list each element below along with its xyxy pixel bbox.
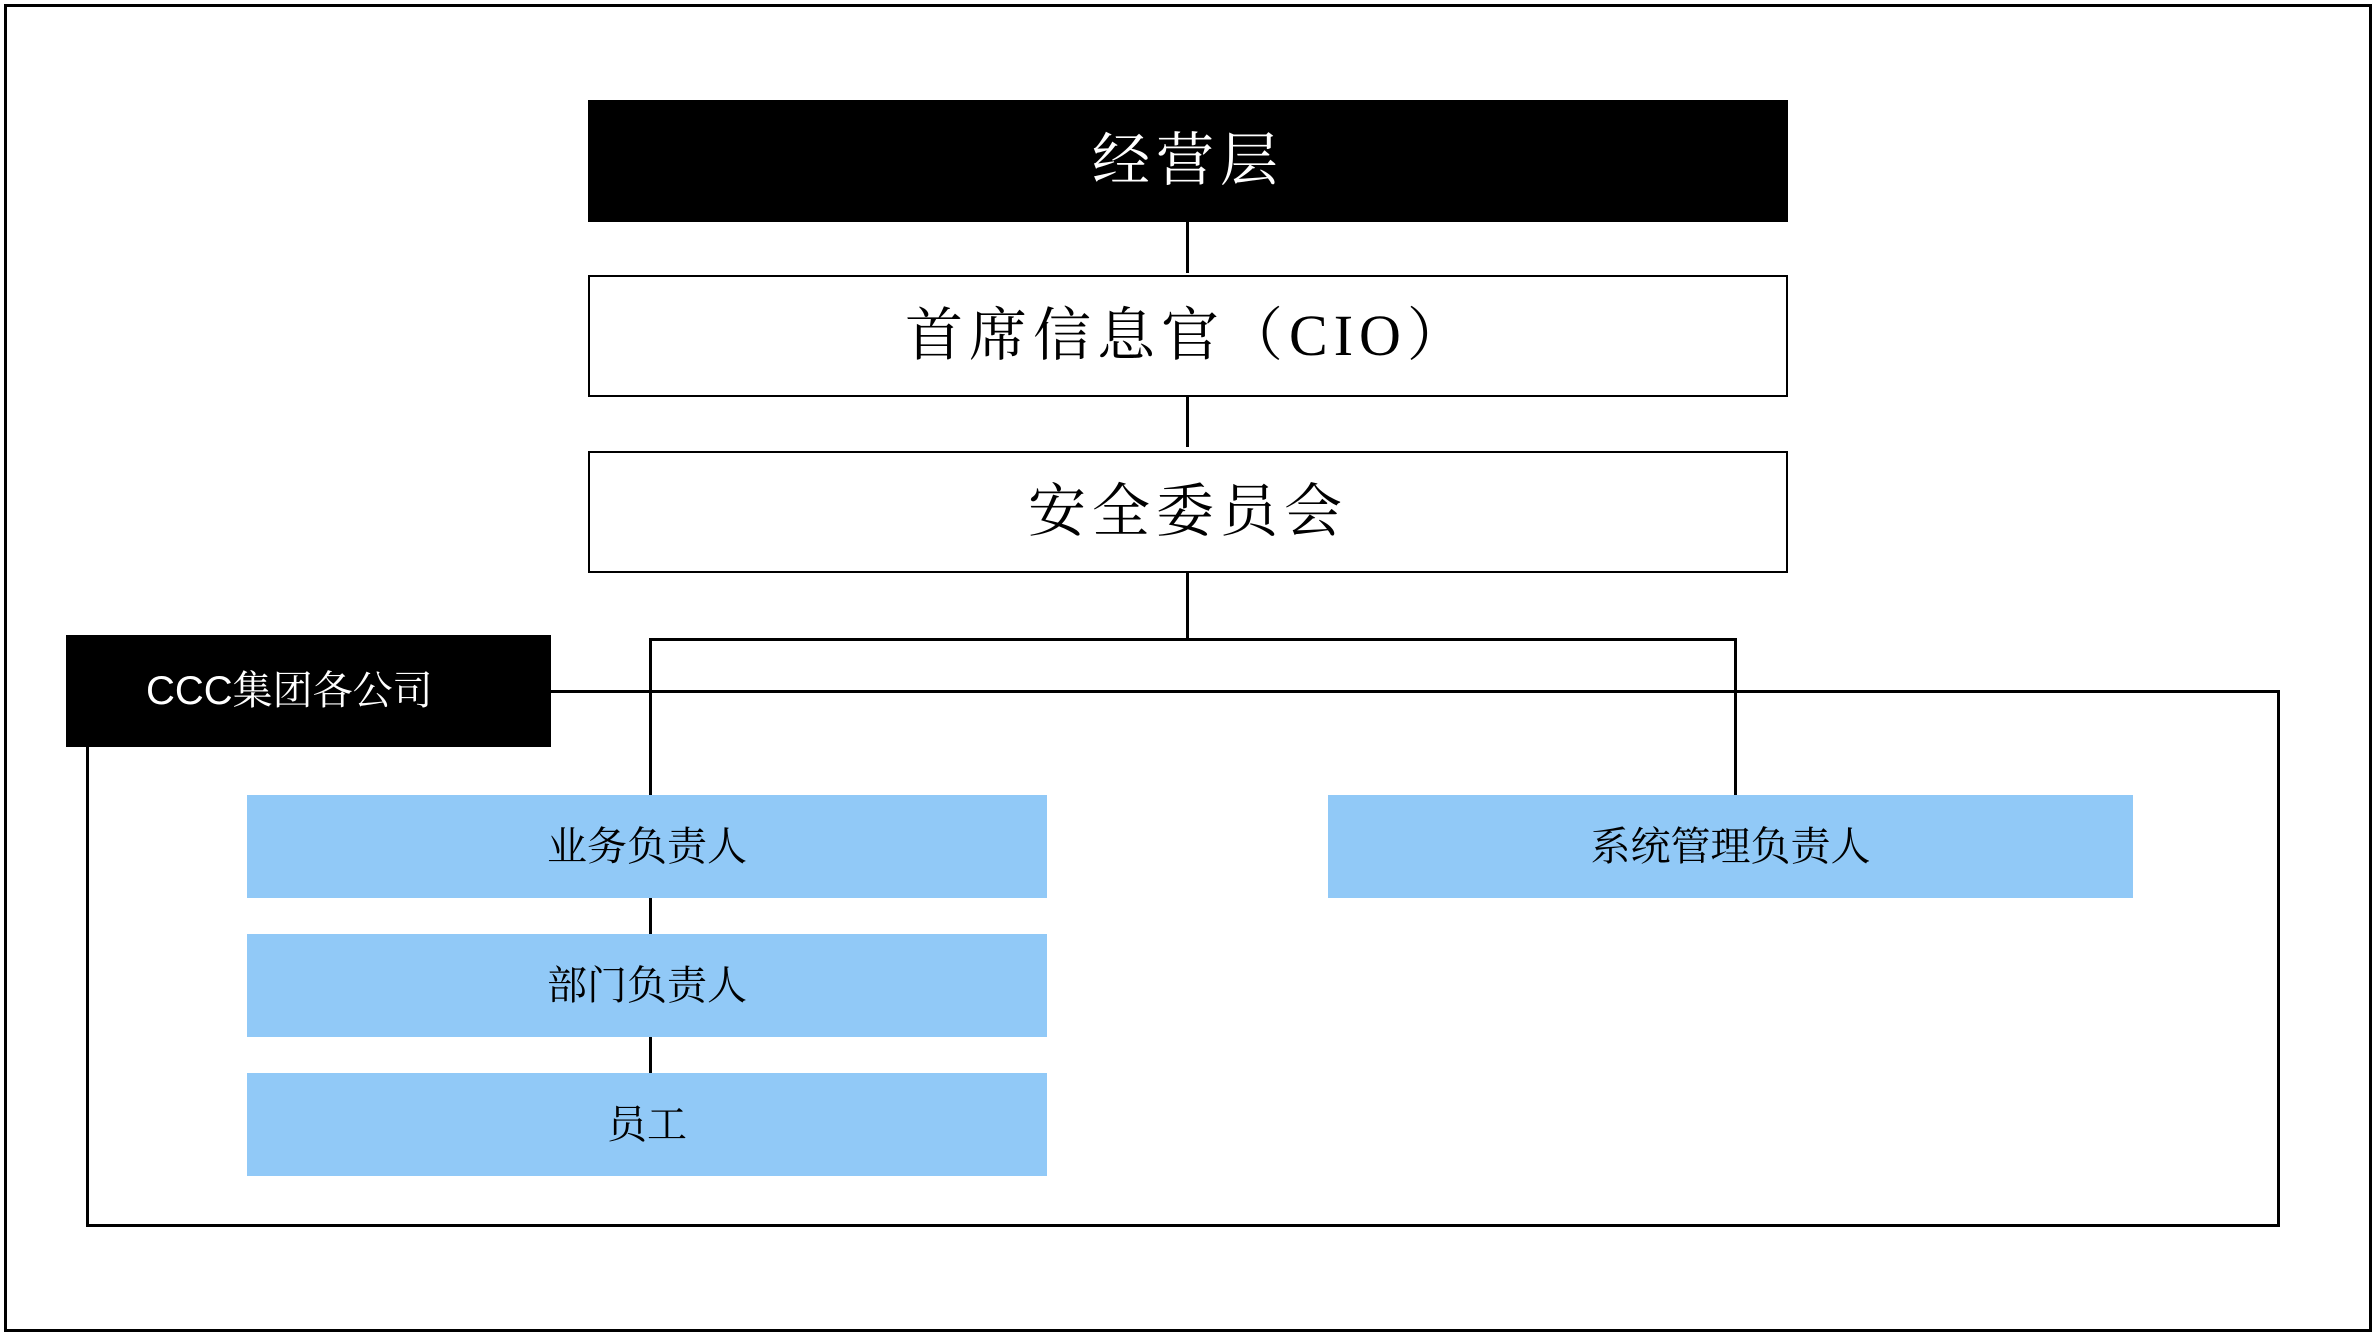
node-business-owner[interactable]	[247, 795, 1047, 898]
node-cio-label: 首席信息官（CIO）	[905, 303, 1471, 369]
connector-management-cio	[1186, 218, 1189, 273]
connector-committee-bus	[1186, 570, 1189, 638]
node-management[interactable]	[588, 100, 1788, 222]
node-staff[interactable]	[247, 1073, 1047, 1176]
node-system-admin[interactable]	[1328, 795, 2133, 898]
connector-bus	[649, 638, 1737, 641]
node-system-admin-label: 系统管理负责人	[1590, 824, 1871, 869]
node-department-owner[interactable]	[247, 934, 1047, 1037]
node-group-companies-label: CCC集团各公司	[146, 669, 433, 713]
node-cio[interactable]	[588, 275, 1788, 397]
node-committee-label: 安全委员会	[1027, 479, 1348, 545]
node-management-label: 经营层	[1091, 128, 1284, 194]
connector-cio-committee	[1186, 394, 1189, 447]
node-department-owner-label: 部门负责人	[547, 963, 747, 1008]
node-staff-label: 员工	[607, 1102, 687, 1147]
node-group-companies[interactable]	[66, 635, 551, 747]
node-committee[interactable]	[588, 451, 1788, 573]
node-business-owner-label: 业务负责人	[547, 824, 747, 869]
